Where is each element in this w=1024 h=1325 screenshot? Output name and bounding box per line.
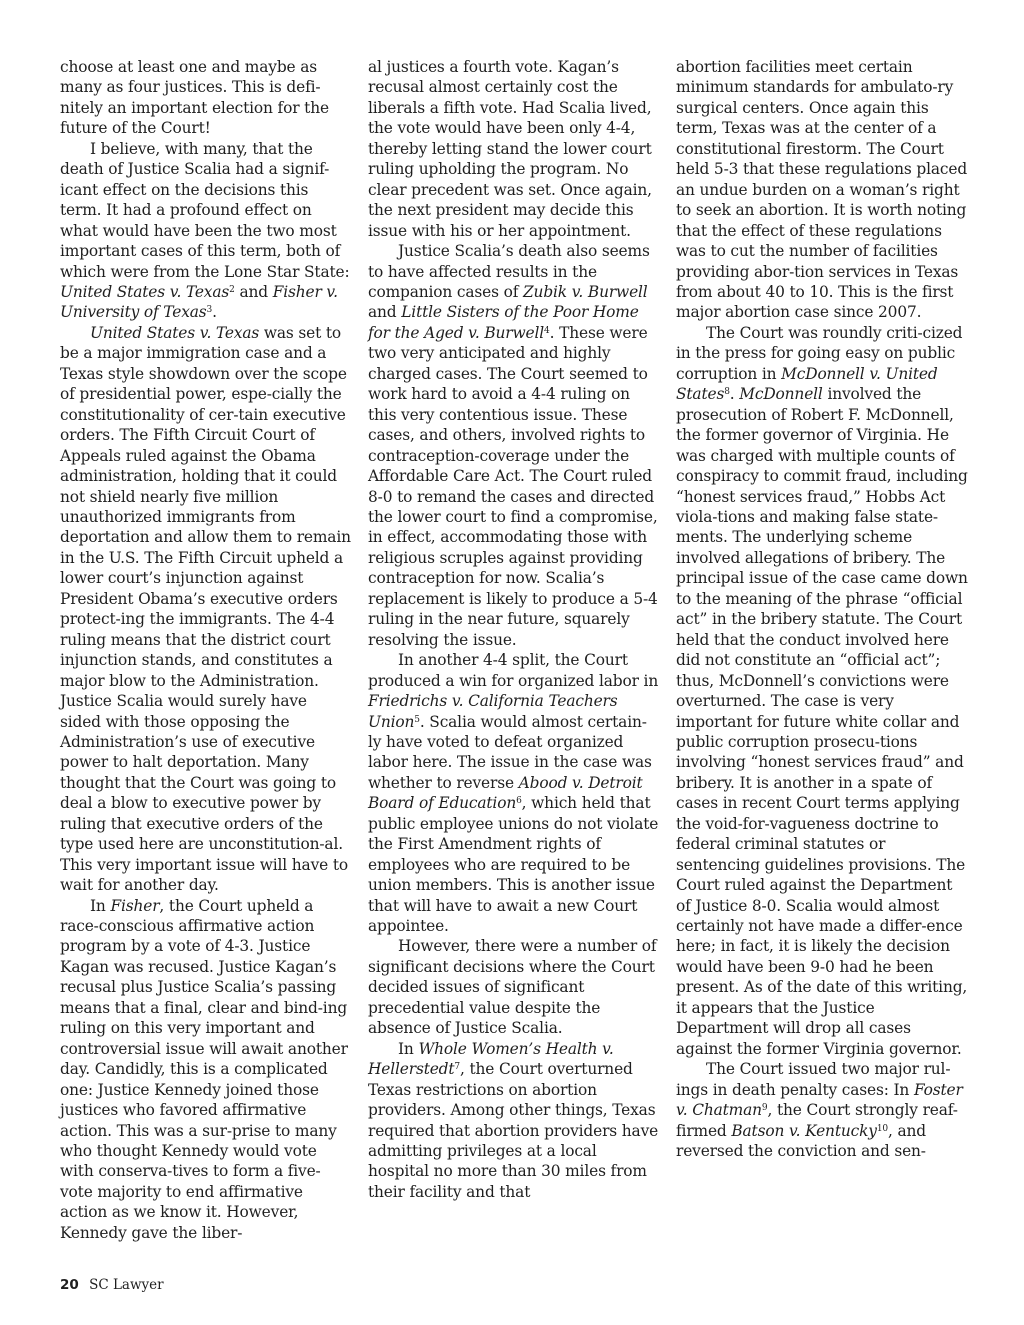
paragraph (368, 1039, 660, 1203)
footnote-marker: 6 (516, 796, 522, 807)
footnote-marker: 3 (206, 305, 213, 316)
paragraph (368, 57, 660, 241)
text-column-2 (368, 57, 660, 1202)
case-citation: Batson v. Kentucky (731, 1121, 877, 1140)
paragraph (676, 323, 968, 1059)
paragraph (676, 1059, 968, 1161)
text-run: Justice Scalia’s death also seems to have affected results in the companion cases of (368, 242, 650, 301)
paragraph (368, 650, 660, 936)
text-run: , the Court strongly reaf-firmed (676, 1101, 958, 1140)
footnote-marker: 8 (724, 387, 730, 398)
page-number: 20 (60, 1277, 79, 1293)
text-run: . (212, 303, 217, 322)
text-column-1 (60, 57, 352, 1243)
text-run: , and reversed the conviction and sen- (676, 1121, 926, 1161)
text-run: was set to be a major immigration case and a Texas style showdown over the scope of presidential power, espe-cially the constitutionality of cer-tain executive orders. The Fifth Circuit Court of Appeals ruled against the Obama administration, holding that it could not shield nearly five million unauthorized immigrants from deportation and allow them to remain in the U.S. The Fifth Circuit upheld a lower court’s injunction against President Obama’s executive orders protect-ing the immigrants. The 4-4 ruling means that the district court injunction stands, and constitutes a major blow to the Administration. Justice Scalia would surely have sided with those opposing the Administration’s use of executive power to halt deportation. Many thought that the Court was going to deal a blow to executive power by ruling that executive orders of the type used here are unconstitution-al. This very important issue will have to wait for another day. (60, 323, 351, 895)
footnote-marker: 10 (876, 1123, 888, 1134)
case-citation: Abood v. Detroit Board of Education (368, 773, 643, 813)
footnote-marker: 2 (229, 284, 235, 295)
text-run: , which held that public employee unions do not violate the First Amendment rights of employees who are required to be union members. This is another issue that will have to await a new Court appointee. (368, 794, 659, 936)
paragraph (60, 323, 352, 896)
text-run: However, there were a number of significant decisions where the Court decided issues of significant precedential value despite the absence of Justice Scalia. (368, 937, 657, 1038)
text-run: In another 4-4 split, the Court produced a win for organized labor in (368, 651, 659, 690)
text-run: choose at least one and maybe as many as four justices. This is defi-nitely an important election for the future of the Court! (60, 58, 329, 138)
page-footer (60, 1277, 164, 1293)
case-citation: Little Sisters of the Poor Home for the Aged v. Burwell (368, 303, 639, 342)
text-run: The Court was roundly criti-cized in the press for going easy on public corruption in (676, 323, 963, 383)
paragraph (60, 57, 352, 139)
case-citation: United States v. Texas (90, 323, 260, 342)
text-run: In (90, 896, 111, 915)
case-citation: McDonnell v. United States (676, 364, 938, 404)
text-run: . Scalia would almost certain-ly have voted to defeat organized labor here. The issue in the case was whether to reverse (368, 712, 652, 792)
text-run: al justices a fourth vote. Kagan’s recusal almost certainly cost the liberals a fifth vote. Had Scalia lived, the vote would have been only 4-4, thereby letting stand the lower court ruling upholding the program. No clear precedent was set. Once again, the next president may decide this issue with his or her appointment. (368, 58, 652, 240)
footnote-marker: 5 (414, 714, 420, 725)
text-run: In (398, 1039, 419, 1058)
text-run: The Court issued two major rul-ings in death penalty cases: In (676, 1060, 951, 1099)
footnote-marker: 4 (544, 325, 550, 336)
text-run: . These were two very anticipated and highly charged cases. The Court seemed to work hard to avoid a 4-4 ruling on this very contentious issue. These cases, and others, involved rights to contraception-coverage under the Affordable Care Act. The Court ruled 8-0 to remand the cases and directed the lower court to find a compromise, in effect, accommodating those with religious scruples against providing contraception for now. Scalia’s replacement is likely to produce a 5-4 ruling in the near future, squarely resolving the issue. (368, 323, 658, 649)
case-citation: Zubik v. Burwell (523, 282, 648, 301)
paragraph (60, 896, 352, 1244)
case-citation: Fisher v. University of Texas (60, 282, 338, 322)
text-run: . (729, 385, 740, 404)
text-column-3 (676, 57, 968, 1161)
case-citation: Foster v. Chatman (676, 1080, 963, 1120)
text-run: and (368, 303, 402, 322)
text-run: , the Court upheld a race-conscious affirmative action program by a vote of 4-3. Justice Kagan was recused. Justice Kagan’s recusal plus Justice Scalia’s passing means that a final, clear and bind-ing ruling on this very important and controversial issue will await another day. Candidly, this is a complicated one: Justice Kennedy joined those justices who favored affirmative action. This was a sur-prise to many who thought Kennedy would vote with conserva-tives to form a five-vote majority to end affirmative action as we know it. However, Kennedy gave the liber- (60, 896, 348, 1242)
case-citation: Fisher (110, 896, 160, 915)
paragraph (368, 241, 660, 650)
text-run: I believe, with many, that the death of Justice Scalia had a signif-icant effect on the decisions this term. It had a profound effect on what would have been the two most important cases of this term, both of which were from the Lone Star State: (60, 139, 350, 281)
footnote-marker: 9 (761, 1103, 768, 1114)
publication-name: SC Lawyer (89, 1277, 164, 1293)
case-citation: McDonnell (739, 385, 823, 404)
paragraph (60, 139, 352, 323)
footnote-marker: 7 (454, 1062, 460, 1073)
paragraph (368, 936, 660, 1038)
text-run: abortion facilities meet certain minimum standards for ambulato-ry surgical centers. Once again this term, Texas was at the center of a constitutional firestorm. The Court held 5-3 that these regulations placed an undue burden on a woman’s right to seek an abortion. It is worth noting that the effect of these regulations was to cut the number of facilities providing abor-tion services in Texas from about 40 to 10. This is the first major abortion case since 2007. (676, 58, 968, 322)
case-citation: Whole Women’s Health v. Hellerstedt (368, 1039, 614, 1079)
text-run: , the Court overturned Texas restrictions on abortion providers. Among other things, Texas required that abortion providers have admitting privileges at a local hospital no more than 30 miles from their facility and that (368, 1060, 659, 1201)
text-run: involved the prosecution of Robert F. McDonnell, the former governor of Virginia. He was charged with multiple counts of conspiracy to commit fraud, including “honest services fraud,” Hobbs Act viola-tions and making false state-ments. The underlying scheme involved allegations of bribery. The principal issue of the case came down to the meaning of the phrase “official act” in the bribery statute. The Court held that the conduct involved here did not constitute an “official act”; thus, McDonnell’s convictions were overturned. The case is very important for future white collar and public corruption prosecu-tions involving “honest services fraud” and bribery. It is another in a spate of cases in recent Court terms applying the void-for-vagueness doctrine to federal criminal statutes or sentencing guidelines provisions. The Court ruled against the Department of Justice 8-0. Scalia would almost certainly not have made a differ-ence here; in fact, it is likely the decision would have been 9-0 had he been present. As of the date of this writing, it appears that the Justice Department will drop all cases against the former Virginia governor. (676, 385, 968, 1058)
case-citation: United States v. Texas (60, 282, 230, 301)
case-citation: Friedrichs v. California Teachers Union (368, 692, 618, 731)
text-run: and (234, 282, 273, 301)
paragraph (676, 57, 968, 323)
